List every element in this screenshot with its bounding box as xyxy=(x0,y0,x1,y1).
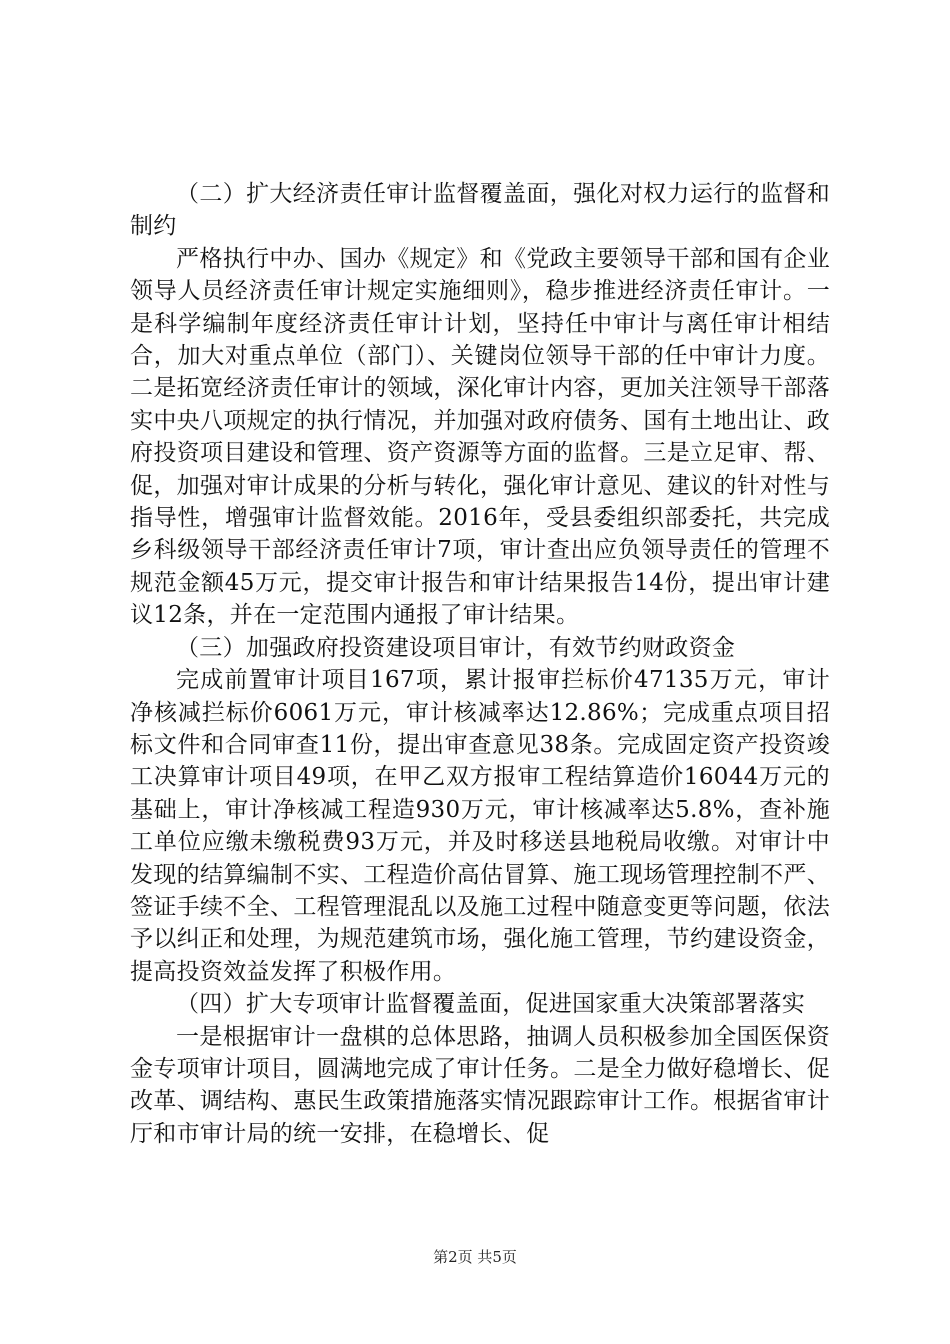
body-paragraph: 一是根据审计一盘棋的总体思路，抽调人员积极参加全国医保资金专项审计项目，圆满地完成了审计任务。二是全力做好稳增长、促改革、调结构、惠民生政策措施落实情况跟踪审计工作。根据省审计厅和市审计局的统一安排，在稳增长、促 xyxy=(130,1023,830,1147)
section-heading-2: （二）扩大经济责任审计监督覆盖面，强化对权力运行的监督和制约 xyxy=(130,181,830,240)
section-heading-4: （四）扩大专项审计监督覆盖面，促进国家重大决策部署落实 xyxy=(176,991,806,1018)
page-number: 第2页 共5页 xyxy=(433,1248,517,1266)
body-paragraph: 完成前置审计项目167项，累计报审拦标价47135万元，审计净核减拦标价6061万元，审计核减率达12.86%；完成重点项目招标文件和合同审查11份，提出审查意见38条。完成固定资产投资竣工决算审计项目49项，在甲乙双方报审工程结算造价16044万元的基础上，审计净核减工程造930万元，审计核减率达5.8%，查补施工单位应缴未缴税费93万元，并及时移送县地税局收缴。对审计中发现的结算编制不实、工程造价高估冒算、施工现场管理控制不严、签证手续不全、工程管理混乱以及施工过程中随意变更等问题，依法予以纠正和处理，为规范建筑市场，强化施工管理，节约建设资金，提高投资效益发挥了积极作用。 xyxy=(130,667,830,985)
body-paragraph: 严格执行中办、国办《规定》和《党政主要领导干部和国有企业领导人员经济责任审计规定实施细则》，稳步推进经济责任审计。一是科学编制年度经济责任审计计划，坚持任中审计与离任审计相结合，加大对重点单位（部门）、关键岗位领导干部的任中审计力度。二是拓宽经济责任审计的领域，深化审计内容，更加关注领导干部落实中央八项规定的执行情况，并加强对政府债务、国有土地出让、政府投资项目建设和管理、资产资源等方面的监督。三是立足审、帮、促，加强对审计成果的分析与转化，强化审计意见、建议的针对性与指导性，增强审计监督效能。2016年，受县委组织部委托，共完成乡科级领导干部经济责任审计7项，审计查出应负领导责任的管理不规范金额45万元，提交审计报告和审计结果报告14份，提出审计建议12条，并在一定范围内通报了审计结果。 xyxy=(130,245,830,629)
document-body xyxy=(130,178,830,1150)
section-heading-3: （三）加强政府投资建设项目审计，有效节约财政资金 xyxy=(176,634,736,661)
